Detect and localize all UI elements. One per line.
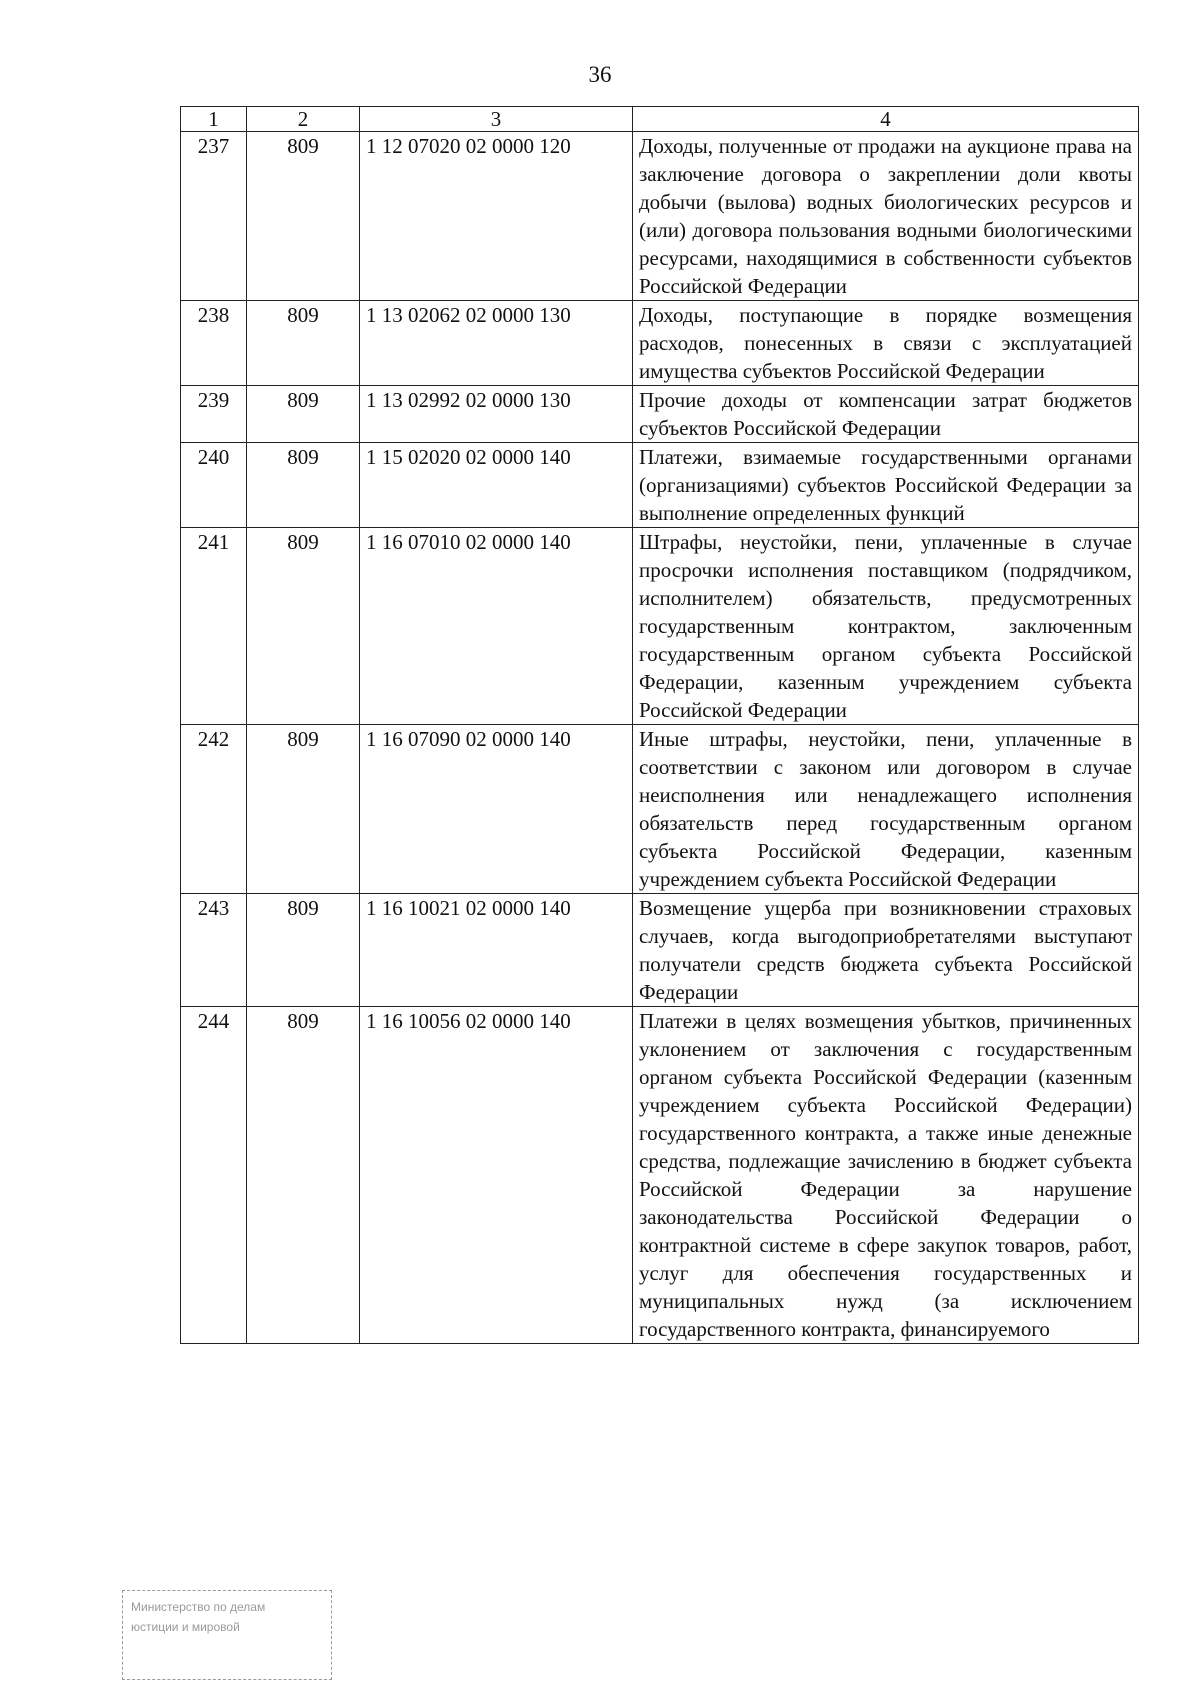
row-number: 238 <box>181 301 247 386</box>
revenue-description: Прочие доходы от компенсации затрат бюджетов субъектов Российской Федерации <box>633 386 1139 443</box>
column-header: 4 <box>633 107 1139 132</box>
page-number: 36 <box>588 62 612 87</box>
table-row <box>181 894 1139 1007</box>
admin-code: 809 <box>247 443 360 528</box>
column-header: 2 <box>247 107 360 132</box>
table-header-row <box>181 107 1139 132</box>
budget-classification-code: 1 15 02020 02 0000 140 <box>360 443 633 528</box>
revenue-description: Штрафы, неустойки, пени, уплаченные в случае просрочки исполнения поставщиком (подрядчиком, исполнителем) обязательств, предусмотренных государственным контрактом, заключенным государственным органом субъекта Российской Федерации, казенным учреждением субъекта Российской Федерации <box>633 528 1139 725</box>
budget-classification-code: 1 13 02992 02 0000 130 <box>360 386 633 443</box>
admin-code: 809 <box>247 725 360 894</box>
row-number: 239 <box>181 386 247 443</box>
stamp-line: юстиции и мировой <box>131 1620 240 1634</box>
revenue-description: Платежи в целях возмещения убытков, причиненных уклонением от заключения с государственным органом субъекта Российской Федерации (казенным учреждением субъекта Российской Федерации) государственного контракта, а также иные денежные средства, подлежащие зачислению в бюджет субъекта Российской Федерации за нарушение законодательства Российской Федерации о контрактной системе в сфере закупок товаров, работ, услуг для обеспечения государственных и муниципальных нужд (за исключением государственного контракта, финансируемого <box>633 1007 1139 1344</box>
revenue-description: Доходы, полученные от продажи на аукционе права на заключение договора о закреплении доли квоты добычи (вылова) водных биологических ресурсов и (или) договора пользования водными биологическими ресурсами, находящимися в собственности субъектов Российской Федерации <box>633 132 1139 301</box>
revenue-description: Иные штрафы, неустойки, пени, уплаченные в соответствии с законом или договором в случае неисполнения или ненадлежащего исполнения обязательств перед государственным органом субъекта Российской Федерации, казенным учреждением субъекта Российской Федерации <box>633 725 1139 894</box>
table-row <box>181 1007 1139 1344</box>
row-number: 237 <box>181 132 247 301</box>
budget-classification-code: 1 16 07090 02 0000 140 <box>360 725 633 894</box>
table-row <box>181 301 1139 386</box>
budget-classification-code: 1 13 02062 02 0000 130 <box>360 301 633 386</box>
budget-classification-code: 1 16 10021 02 0000 140 <box>360 894 633 1007</box>
budget-classification-code: 1 16 07010 02 0000 140 <box>360 528 633 725</box>
column-header: 1 <box>181 107 247 132</box>
budget-classification-code: 1 12 07020 02 0000 120 <box>360 132 633 301</box>
table-row <box>181 528 1139 725</box>
revenue-description: Доходы, поступающие в порядке возмещения расходов, понесенных в связи с эксплуатацией имущества субъектов Российской Федерации <box>633 301 1139 386</box>
row-number: 242 <box>181 725 247 894</box>
admin-code: 809 <box>247 1007 360 1344</box>
budget-classification-code: 1 16 10056 02 0000 140 <box>360 1007 633 1344</box>
admin-code: 809 <box>247 528 360 725</box>
row-number: 241 <box>181 528 247 725</box>
revenue-description: Платежи, взимаемые государственными органами (организациями) субъектов Российской Федерации за выполнение определенных функций <box>633 443 1139 528</box>
admin-code: 809 <box>247 301 360 386</box>
revenue-description: Возмещение ущерба при возникновении страховых случаев, когда выгодоприобретателями выступают получатели средств бюджета субъекта Российской Федерации <box>633 894 1139 1007</box>
table-row <box>181 725 1139 894</box>
table-row <box>181 132 1139 301</box>
revenue-codes-table <box>180 106 1139 1344</box>
table-row <box>181 386 1139 443</box>
row-number: 244 <box>181 1007 247 1344</box>
row-number: 243 <box>181 894 247 1007</box>
admin-code: 809 <box>247 132 360 301</box>
faded-stamp <box>122 1590 332 1680</box>
table-row <box>181 443 1139 528</box>
row-number: 240 <box>181 443 247 528</box>
column-header: 3 <box>360 107 633 132</box>
stamp-line: Министерство по делам <box>131 1600 266 1614</box>
admin-code: 809 <box>247 386 360 443</box>
admin-code: 809 <box>247 894 360 1007</box>
